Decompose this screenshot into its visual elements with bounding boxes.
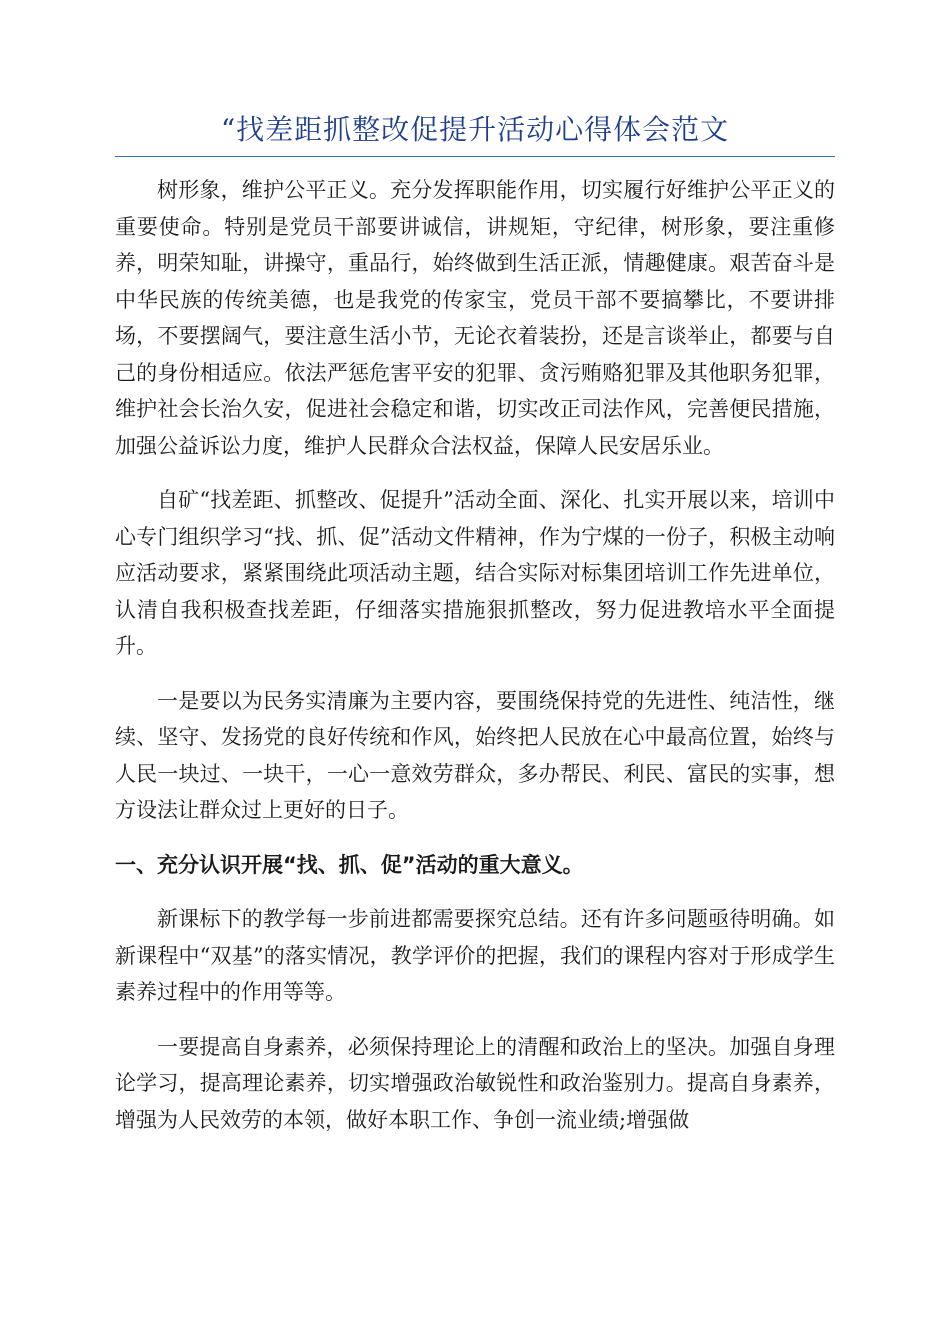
paragraph: 树形象，维护公平正义。充分发挥职能作用，切实履行好维护公平正义的重要使命。特别是党员干部要讲诚信，讲规矩，守纪律，树形象，要注重修养，明荣知耻，讲操守，重品行，始终做到生活正派，情趣健康。艰苦奋斗是中华民族的传统美德，也是我党的传家宝，党员干部不要搞攀比，不要讲排场，不要摆阔气，要注意生活小节，无论衣着装扮，还是言谈举止，都要与自己的身份相适应。依法严惩危害平安的犯罪、贪污贿赂犯罪及其他职务犯罪，维护社会长治久安，促进社会稳定和谐，切实改正司法作风，完善便民措施，加强公益诉讼力度，维护人民群众合法权益，保障人民安居乐业。 xyxy=(115,178,835,458)
title-block xyxy=(115,108,835,157)
section-heading: 一、充分认识开展“找、抓、促”活动的重大意义。 xyxy=(115,852,584,877)
document-title: “找差距抓整改促提升活动心得体会范文 xyxy=(220,113,730,146)
paragraph: 自矿“找差距、抓整改、促提升”活动全面、深化、扎实开展以来，培训中心专门组织学习“找、抓、促”活动文件精神，作为宁煤的一份子，积极主动响应活动要求，紧紧围绕此项活动主题，结合实际对标集团培训工作先进单位，认清自我积极查找差距，仔细落实措施狠抓整改，努力促进教培水平全面提升。 xyxy=(115,488,835,658)
paragraph: 新课标下的教学每一步前进都需要探究总结。还有许多问题亟待明确。如新课程中“双基”的落实情况，教学评价的把握，我们的课程内容对于形成学生素养过程中的作用等等。 xyxy=(115,907,835,1004)
paragraph: 一要提高自身素养，必须保持理论上的清醒和政治上的坚决。加强自身理论学习，提高理论素养，切实增强政治敏锐性和政治鉴别力。提高自身素养，增强为人民效劳的本领，做好本职工作、争创一流业绩;增强做 xyxy=(115,1034,835,1132)
paragraph: 一是要以为民务实清廉为主要内容，要围绕保持党的先进性、纯洁性，继续、坚守、发扬党的良好传统和作风，始终把人民放在心中最高位置，始终与人民一块过、一块干，一心一意效劳群众，多办帮民、利民、富民的实事，想方设法让群众过上更好的日子。 xyxy=(115,688,835,822)
document-body xyxy=(115,172,835,1156)
